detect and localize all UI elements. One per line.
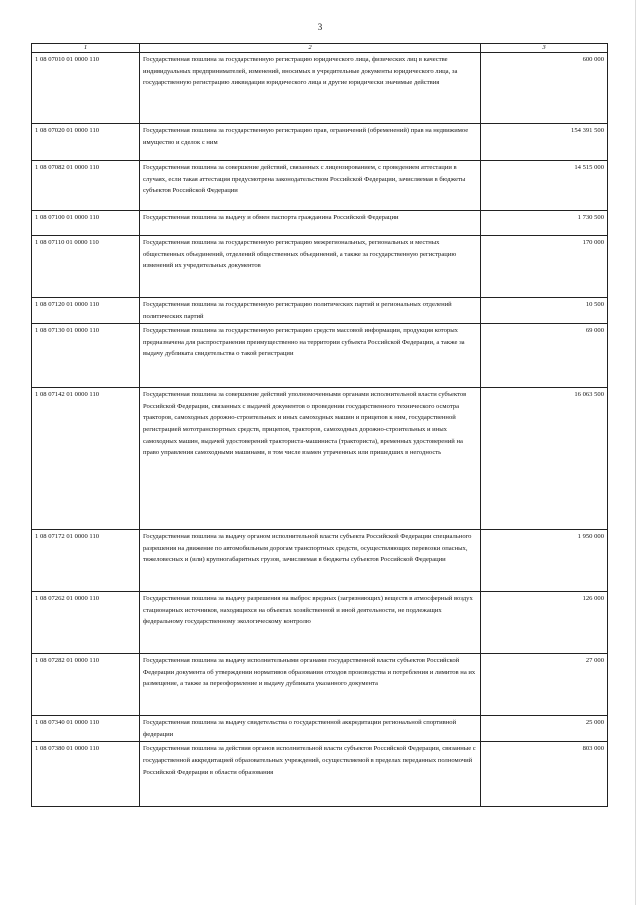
row-description: Государственная пошлина за выдачу свидетельства о государственной аккредитации региональной спортивной федерации — [140, 716, 481, 742]
row-code: 1 08 07082 01 0000 110 — [32, 161, 140, 211]
table-header-row — [32, 44, 608, 53]
row-code: 1 08 07142 01 0000 110 — [32, 388, 140, 530]
row-description: Государственная пошлина за государственную регистрацию прав, ограничений (обременений) прав на недвижимое имущество и сделок с ним — [140, 124, 481, 161]
row-description: Государственная пошлина за действия органов исполнительной власти субъектов Российской Федерации, связанные с государственной аккредитацией образовательных учреждений, осуществляемой в пределах переданных полномочий Российской Федерации в области образования — [140, 742, 481, 807]
row-amount: 1 730 500 — [481, 211, 608, 236]
row-description: Государственная пошлина за государственную регистрацию политических партий и региональных отделений политических партий — [140, 298, 481, 324]
row-description: Государственная пошлина за выдачу разрешения на выброс вредных (загрязняющих) веществ в атмосферный воздух стационарных источников, находящихся на объектах хозяйственной и иной деятельности, не подлежащих федеральному государственному экологическому контролю — [140, 592, 481, 654]
row-code: 1 08 07010 01 0000 110 — [32, 53, 140, 124]
table-row — [32, 654, 608, 716]
row-description: Государственная пошлина за выдачу органом исполнительной власти субъекта Российской Федерации специального разрешения на движение по автомобильным дорогам транспортных средств, осуществляющих перевозки опасных, тяжеловесных и (или) крупногабаритных грузов, зачисляемая в бюджеты субъектов Российской Федерации — [140, 530, 481, 592]
row-amount: 69 000 — [481, 324, 608, 388]
table-row — [32, 161, 608, 211]
column-header-amount: 3 — [481, 44, 608, 53]
row-code: 1 08 07120 01 0000 110 — [32, 298, 140, 324]
row-amount: 1 950 000 — [481, 530, 608, 592]
row-amount: 126 000 — [481, 592, 608, 654]
row-code: 1 08 07380 01 0000 110 — [32, 742, 140, 807]
row-description: Государственная пошлина за совершение действий, связанных с лицензированием, с проведением аттестации в случаях, если такая аттестация предусмотрена законодательством Российской Федерации, зачисляемая в бюджеты субъектов Российской Федерации — [140, 161, 481, 211]
table-row — [32, 211, 608, 236]
table-row — [32, 716, 608, 742]
table-row — [32, 298, 608, 324]
row-code: 1 08 07130 01 0000 110 — [32, 324, 140, 388]
row-amount: 25 000 — [481, 716, 608, 742]
table-row — [32, 530, 608, 592]
row-code: 1 08 07282 01 0000 110 — [32, 654, 140, 716]
table-row — [32, 324, 608, 388]
row-code: 1 08 07110 01 0000 110 — [32, 236, 140, 298]
table-row — [32, 53, 608, 124]
row-description: Государственная пошлина за государственную регистрацию межрегиональных, региональных и местных общественных объединений, отделений общественных объединений, а также за государственную регистрацию изменений их учредительных документов — [140, 236, 481, 298]
row-code: 1 08 07340 01 0000 110 — [32, 716, 140, 742]
row-code: 1 08 07172 01 0000 110 — [32, 530, 140, 592]
row-description: Государственная пошлина за государственную регистрацию юридического лица, физических лиц в качестве индивидуальных предпринимателей, изменений, вносимых в учредительные документы юридического лица, за государственную регистрацию ликвидации юридического лица и другие юридически значимые действия — [140, 53, 481, 124]
row-amount: 14 515 000 — [481, 161, 608, 211]
budget-revenue-table — [31, 43, 608, 807]
row-description: Государственная пошлина за совершение действий уполномоченными органами исполнительной власти субъектов Российской Федерации, связанных с выдачей документов о проведении государственного технического осмотра тракторов, самоходных дорожно-строительных и иных самоходных машин и прицепов к ним, государственной регистрацией мототранспортных средств, прицепов, тракторов, самоходных дорожно-строительных и иных самоходных машин, выдачей удостоверений тракториста-машиниста (тракториста), временных удостоверений на право управления самоходными машинами, в том числе взамен утраченных или пришедших в негодность — [140, 388, 481, 530]
row-code: 1 08 07020 01 0000 110 — [32, 124, 140, 161]
row-amount: 27 000 — [481, 654, 608, 716]
page-number: 3 — [317, 22, 323, 32]
row-amount: 803 000 — [481, 742, 608, 807]
column-header-description: 2 — [140, 44, 481, 53]
row-description: Государственная пошлина за выдачу исполнительными органами государственной власти субъектов Российской Федерации документа об утверждении нормативов образования отходов производства и потребления и лимитов на их размещение, а также за переоформление и выдачу дубликата указанного документа — [140, 654, 481, 716]
scan-edge-mark — [635, 0, 636, 905]
row-amount: 600 000 — [481, 53, 608, 124]
row-amount: 154 391 500 — [481, 124, 608, 161]
row-amount: 10 500 — [481, 298, 608, 324]
row-description: Государственная пошлина за государственную регистрацию средств массовой информации, продукция которых предназначена для распространения преимущественно на территории субъекта Российской Федерации, а также за выдачу дубликата свидетельства о такой регистрации — [140, 324, 481, 388]
row-amount: 16 063 500 — [481, 388, 608, 530]
row-description: Государственная пошлина за выдачу и обмен паспорта гражданина Российской Федерации — [140, 211, 481, 236]
table-row — [32, 388, 608, 530]
table-row — [32, 592, 608, 654]
row-code: 1 08 07262 01 0000 110 — [32, 592, 140, 654]
column-header-code: 1 — [32, 44, 140, 53]
row-code: 1 08 07100 01 0000 110 — [32, 211, 140, 236]
row-amount: 170 000 — [481, 236, 608, 298]
table-row — [32, 236, 608, 298]
table-row — [32, 124, 608, 161]
table-row — [32, 742, 608, 807]
